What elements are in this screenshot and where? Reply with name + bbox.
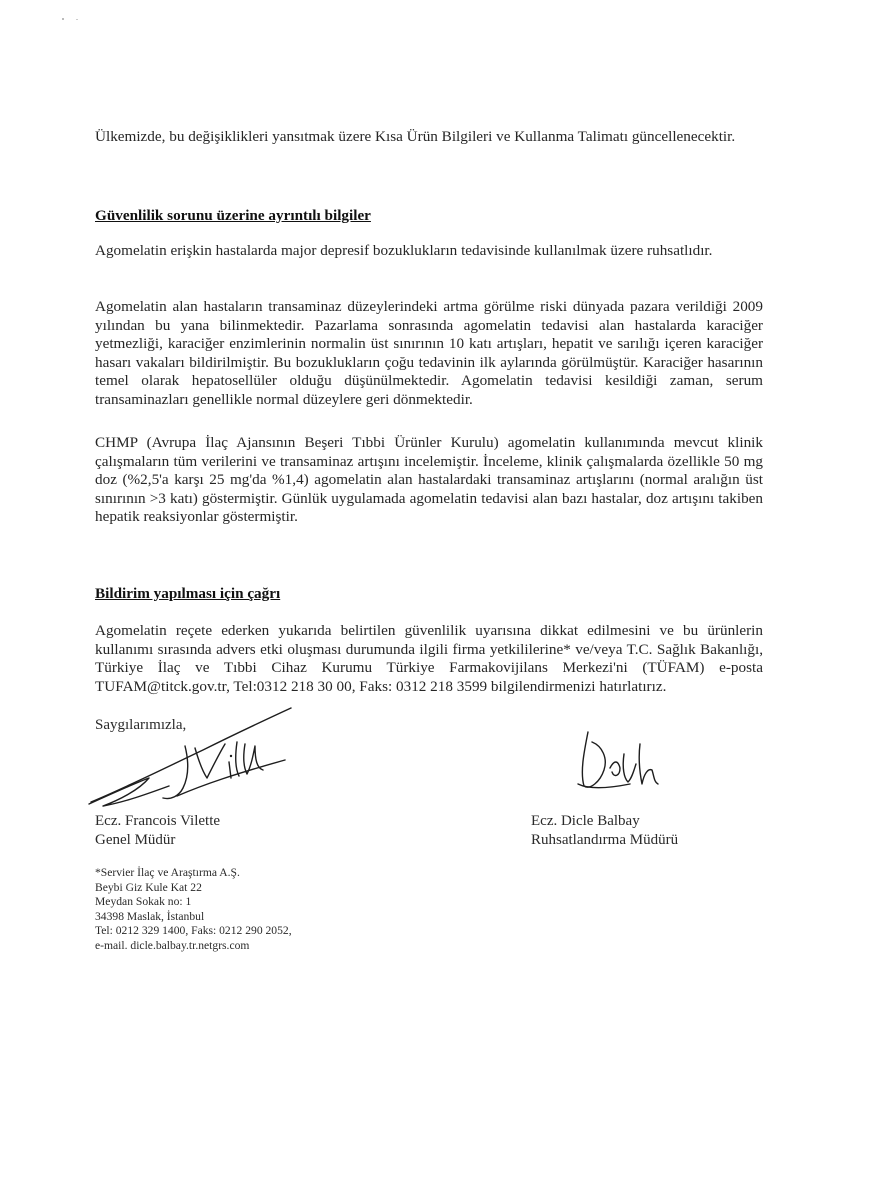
signatory-right-name: Ecz. Dicle Balbay: [531, 813, 640, 829]
address-line: *Servier İlaç ve Araştırma A.Ş.: [95, 866, 240, 879]
section-heading-safety: Güvenlilik sorunu üzerine ayrıntılı bilgiler: [95, 207, 371, 224]
scan-speck: [62, 18, 64, 20]
address-line: 34398 Maslak, İstanbul: [95, 909, 205, 923]
signatory-right: [531, 812, 678, 850]
paragraph-chmp-review: CHMP (Avrupa İlaç Ajansının Beşeri Tıbbi Ürünler Kurulu) agomelatin kullanımında mevcut klinik çalışmaların tüm verilerini ve transaminaz artışını incelemiştir. İnceleme, klinik çalışmalarda özellikle 50 mg doz (%2,5'a karşı 25 mg'da %1,4) agomelatin alan hastalardaki transaminaz artışlarını (normal aralığın üst sınırının >3 katı) göstermiştir. Günlük uygulamada agomelatin tedavisi alan bazı hastalar, doz artışını takiben hepatik reaksiyonlar göstermiştir.: [95, 434, 763, 526]
paragraph-indication: Agomelatin erişkin hastalarda major depresif bozuklukların tedavisinde kullanılmak üzere ruhsatlıdır.: [95, 242, 713, 259]
address-line: Tel: 0212 329 1400, Faks: 0212 290 2052,: [95, 924, 292, 938]
address-line: Beybi Giz Kule Kat 22: [95, 880, 202, 894]
signatory-left-title: Genel Müdür: [95, 832, 176, 848]
signatory-right-title: Ruhsatlandırma Müdürü: [531, 832, 679, 848]
paragraph-transaminase-risk: Agomelatin alan hastaların transaminaz düzeylerindeki artma görülme riski dünyada pazara verildiği 2009 yılından bu yana bilinmektedir. Pazarlama sonrasında agomelatin tedavisi alan hastalarda karaciğer yetmezliği, karaciğer enzimlerinin normalin üst sınırının 10 katı artışları, hepatit ve sarılığı içeren karaciğer hasarı vakaları bildirilmiştir. Bu bozuklukların çoğu tedavinin ilk aylarında görülmüştür. Karaciğer hasarının temel olarak hepatosellüler olduğu düşünülmektedir. Agomelatin tedavisi kesildiği zaman, serum transaminazları genellikle normal düzeylere geri dönmektedir.: [95, 298, 763, 408]
signature-balbay: [570, 724, 670, 798]
section-heading-reporting: Bildirim yapılması için çağrı: [95, 585, 281, 602]
closing-text: Saygılarımızla,: [95, 717, 187, 733]
intro-paragraph: Ülkemizde, bu değişiklikleri yansıtmak üzere Kısa Ürün Bilgileri ve Kullanma Talimatı güncellenecektir.: [95, 128, 736, 145]
paragraph-reporting-call: Agomelatin reçete ederken yukarıda belirtilen güvenlilik uyarısına dikkat edilmesini ve bu ürünlerin kullanımı sırasında advers etki oluşması durumunda ilgili firma yetkililerine* ve/veya T.C. Sağlık Bakanlığı, Türkiye İlaç ve Tıbbi Cihaz Kurumu Türkiye Farmakovijilans Merkezi'ni (TÜFAM) e-posta TUFAM@titck.gov.tr, Tel:0312 218 30 00, Faks: 0312 218 3599 bilgilendirmenizi hatırlatırız.: [95, 622, 763, 695]
company-address: [95, 866, 292, 954]
address-line: e-mail. dicle.balbay.tr.netgrs.com: [95, 938, 250, 952]
scan-speck: [76, 19, 78, 20]
signatory-left: [95, 812, 220, 850]
signatory-left-name: Ecz. Francois Vilette: [95, 813, 221, 829]
address-line: Meydan Sokak no: 1: [95, 895, 192, 909]
signature-vilette: [85, 706, 300, 814]
